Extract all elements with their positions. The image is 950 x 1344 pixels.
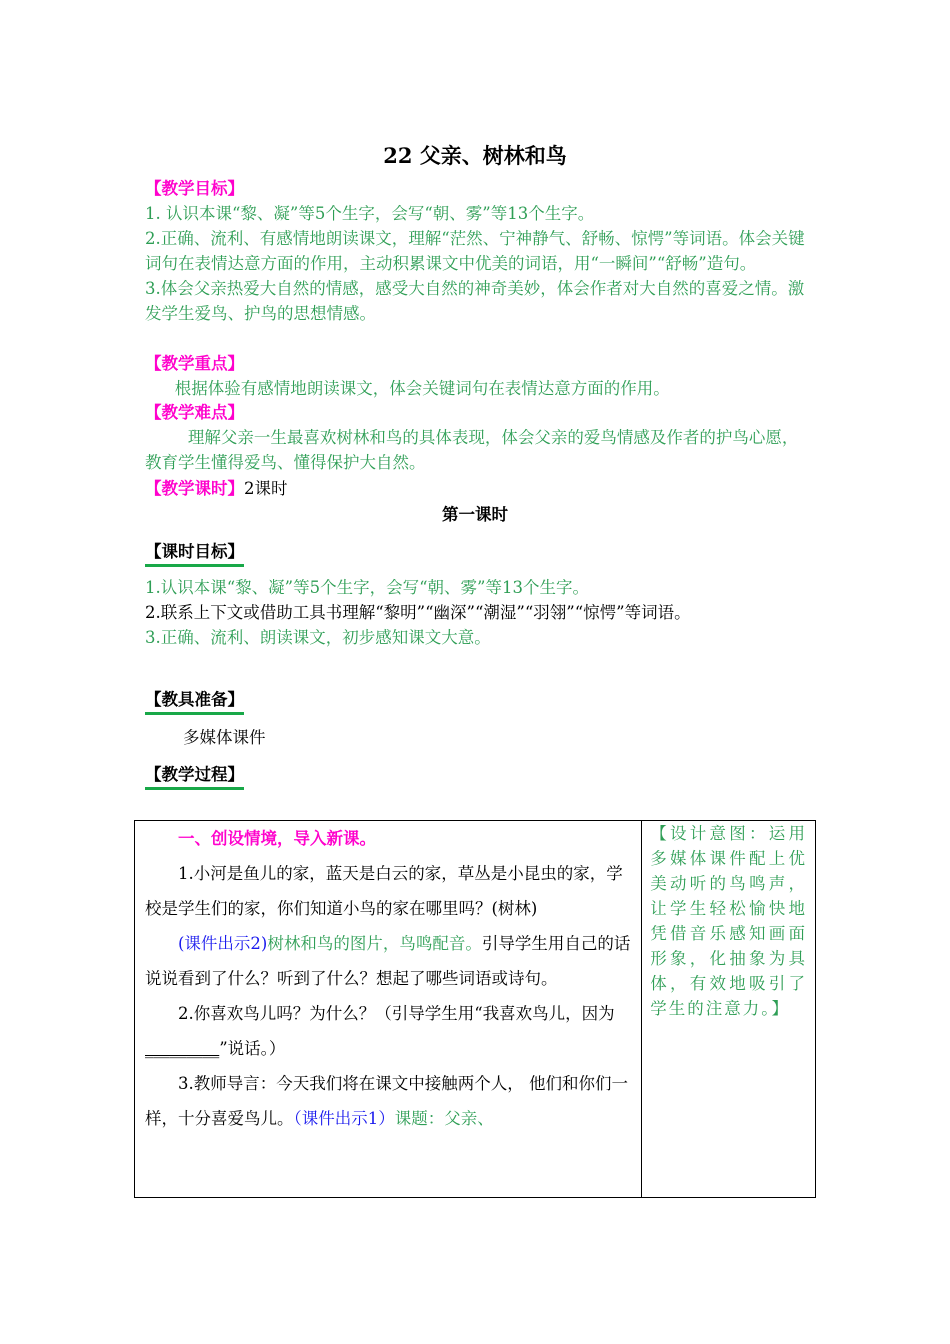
lesson-objective-item: 2.联系上下文或借助工具书理解“黎明”“幽深”“潮湿”“羽翎”“惊愕”等词语。 — [145, 603, 691, 622]
difficulty-text: 理解父亲一生最喜欢树林和鸟的具体表现，体会父亲的爱鸟情感及作者的护鸟心愿，教育学生懂得爱鸟、懂得保护大自然。 — [145, 428, 799, 472]
process-table — [134, 820, 816, 1198]
process-text: 2.你喜欢鸟儿吗？为什么？（引导学生用“我喜欢鸟儿，因为 — [178, 1004, 615, 1023]
courseware-desc: 课题：父亲、 — [394, 1109, 494, 1128]
key-point-label: 【教学重点】 — [145, 354, 244, 373]
difficulty-label: 【教学难点】 — [145, 403, 244, 422]
process-text: 3.教师导言：今天我们将在课文中接触两个人， 他们和你们一样，十分喜爱鸟儿。 — [145, 1074, 628, 1128]
design-note-cell — [642, 821, 816, 1198]
process-label: 【教学过程】 — [145, 761, 244, 790]
hours-section — [145, 476, 810, 501]
key-point-section — [145, 351, 810, 401]
objective-item: 1. 认识本课“黎、凝”等5个生字，会写“朝、雾”等13个生字。 — [145, 204, 595, 223]
lesson-title: 第一课时 — [442, 505, 508, 524]
process-paragraph: 1.小河是鱼儿的家，蓝天是白云的家，草丛是小昆虫的家，学校是学生们的家，你们知道小鸟的家在哪里吗？(树林) — [145, 864, 623, 918]
prep-label: 【教具准备】 — [145, 686, 244, 715]
page-title: 22 父亲、树林和鸟 — [383, 143, 567, 168]
process-text: 引导学生用自己的话说说看到了什么？听到了什么？想起了哪些词语或诗句。 — [145, 934, 631, 988]
lesson-objectives-list — [145, 575, 810, 650]
process-paragraph — [145, 926, 631, 996]
fill-blank: _________ — [145, 1039, 220, 1058]
prep-text: 多媒体课件 — [183, 728, 266, 747]
courseware-desc: 树林和鸟的图片，鸟鸣配音。 — [267, 934, 482, 953]
difficulty-section — [145, 400, 810, 475]
key-point-text: 根据体验有感情地朗读课文，体会关键词句在表情达意方面的作用。 — [174, 379, 670, 398]
hours-value: 2课时 — [244, 479, 288, 498]
hours-label: 【教学课时】 — [145, 479, 244, 498]
objective-item: 3.体会父亲热爱大自然的情感，感受大自然的神奇美妙，体会作者对大自然的喜爱之情。激发学生爱鸟、护鸟的思想情感。 — [145, 279, 805, 323]
process-main-cell — [135, 821, 642, 1198]
step-heading: 一、创设情境，导入新课。 — [178, 829, 376, 848]
courseware-tag: (课件出示2) — [178, 934, 268, 953]
objectives-section — [145, 176, 810, 326]
courseware-tag: （课件出示1） — [293, 1109, 395, 1128]
lesson-objectives-label: 【课时目标】 — [145, 538, 244, 567]
lesson-objective-item: 1.认识本课“黎、凝”等5个生字，会写“朝、雾”等13个生字。 — [145, 578, 589, 597]
process-text: ”说话。） — [219, 1039, 286, 1058]
objective-item: 2.正确、流利、有感情地朗读课文，理解“茫然、宁神静气、舒畅、惊愕”等词语。体会关键词句在表情达意方面的作用，主动积累课文中优美的词语，用“一瞬间”“舒畅”造句。 — [145, 229, 805, 273]
objectives-label: 【教学目标】 — [145, 179, 244, 198]
process-paragraph — [145, 996, 631, 1066]
process-paragraph — [145, 1066, 631, 1136]
lesson-objective-item: 3.正确、流利、朗读课文，初步感知课文大意。 — [145, 628, 491, 647]
design-note: 【设计意图：运用多媒体课件配上优美动听的鸟鸣声，让学生轻松愉快地凭借音乐感知画面形象，化抽象为具体，有效地吸引了学生的注意力。】 — [650, 824, 807, 1018]
